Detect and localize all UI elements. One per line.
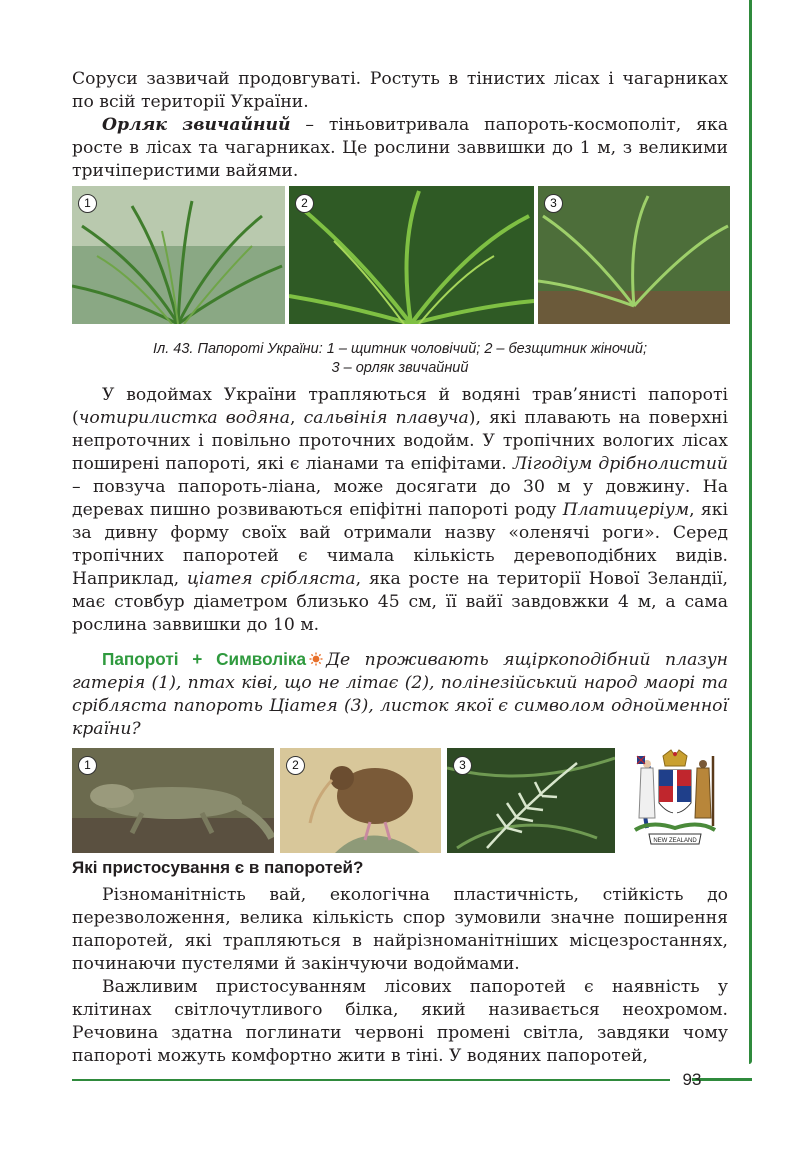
term-chotyrylystka: чотирилистка водяна	[78, 408, 290, 428]
term-lygodium: Лігодіум дрібнолистий	[512, 454, 728, 474]
text-run: – повзуча папороть-ліана, може досягати до 30 м у довжину. На деревах пишно розвиваються епіфітні папороті роду	[72, 477, 728, 520]
fern-photo-1	[72, 186, 285, 324]
coat-of-arms-emblem	[621, 748, 729, 853]
text-run: ,	[289, 408, 304, 428]
caption-line-1: Іл. 43. Папороті України: 1 – щитник чоловічий; 2 – безщитник жіночий;	[153, 341, 647, 357]
section-heading: Які пристосування є в папоротей?	[72, 858, 364, 877]
silver-fern-image	[447, 748, 615, 853]
tuatara-image	[72, 748, 274, 853]
adaptations-paragraph-2: Важливим пристосуванням лісових папоротей є наявність у клітинах світлочутливого білка, який називається неохромом. Речовина здатна поглинати червоні промені світла, завдяки чому папороті можуть комфортно жити в тіні. У водяних папоротей,	[72, 977, 728, 1066]
photo-number-badge: 3	[544, 194, 563, 213]
feature-title: Папороті + Символіка	[102, 649, 307, 669]
fern-photo-3-image	[538, 186, 730, 324]
photo-number-badge: 1	[78, 194, 97, 213]
feature-paragraph	[72, 648, 728, 741]
intro-block	[72, 68, 728, 183]
sun-icon	[309, 652, 323, 666]
text-run: , які за дивну форму своїх вай отримали назву «оленячі роги». Серед тропічних папоротей є чимала кількість деревоподібних видів. Наприклад,	[72, 500, 728, 589]
water-ferns-block	[72, 384, 728, 637]
figure-43-photos	[72, 186, 730, 324]
text-run: , яка росте на території Нової Зеландії, має стовбур діаметром близько 45 см, її вайї завдовжки 4 м, а сама рослина заввишки до 10 м.	[72, 569, 728, 635]
feature-block	[72, 648, 728, 741]
text-run: ), які плавають на поверхні непроточних і повільно проточних водойм. У тропічних вологих лісах поширені папороті, які є ліанами та епіфітами.	[72, 408, 728, 474]
orlyak-text: – тіньовитривала папороть-космополіт, яка росте в лісах та чагарниках. Це рослини заввишки до 1 м, з великими тричіперистими вайями.	[72, 115, 728, 181]
fern-photo-2	[289, 186, 534, 324]
water-ferns-paragraph	[72, 384, 728, 637]
text-run: У водоймах України трапляються й водяні трав’янисті папороті (	[72, 385, 728, 428]
photo-number-badge: 1	[78, 756, 97, 775]
feature-photos	[72, 748, 729, 853]
photo-number-badge: 2	[286, 756, 305, 775]
adaptations-block	[72, 884, 728, 1068]
orlyak-paragraph	[72, 114, 728, 183]
fern-photo-1-image	[72, 186, 285, 324]
emblem-ribbon-text: NEW ZEALAND	[653, 838, 697, 844]
term-salvinia: сальвінія плавуча	[303, 408, 469, 428]
fern-photo-2-image	[289, 186, 534, 324]
silver-fern-photo	[447, 748, 615, 853]
fern-photo-3	[538, 186, 730, 324]
kiwi-photo	[280, 748, 441, 853]
photo-number-badge: 2	[295, 194, 314, 213]
figure-43-caption	[72, 340, 728, 378]
page-number: 93	[682, 1070, 702, 1089]
caption-line-2: 3 – орляк звичайний	[331, 360, 469, 376]
orlyak-term: Орляк звичайний	[102, 115, 291, 135]
intro-paragraph: Соруси зазвичай продовгуваті. Ростуть в тінистих лісах і чагарниках по всій території України.	[72, 69, 728, 112]
nz-coat-of-arms	[621, 748, 729, 853]
adaptations-paragraph-1: Різноманітність вай, екологічна пластичність, стійкість до перезволоження, велика кількість спор зумовили значне поширення папоротей, які трапляються в найрізноманітніших місцезростаннях, починаючи пустелями й закінчуючи водоймами.	[72, 885, 728, 974]
tuatara-photo	[72, 748, 274, 853]
term-platycerium: Платицеріум	[562, 500, 690, 520]
feature-question: Де проживають ящіркоподібний плазун гатерія (1), птах ківі, що не літає (2), полінезійський народ маорі та срібляста папороть Ціатея (3), листок якої є символом однойменної країни?	[72, 650, 728, 739]
page-frame-line	[749, 0, 752, 1064]
photo-number-badge: 3	[453, 756, 472, 775]
term-cyathea: ціатея срібляста	[187, 569, 356, 589]
page-bottom-rule	[72, 1079, 670, 1081]
